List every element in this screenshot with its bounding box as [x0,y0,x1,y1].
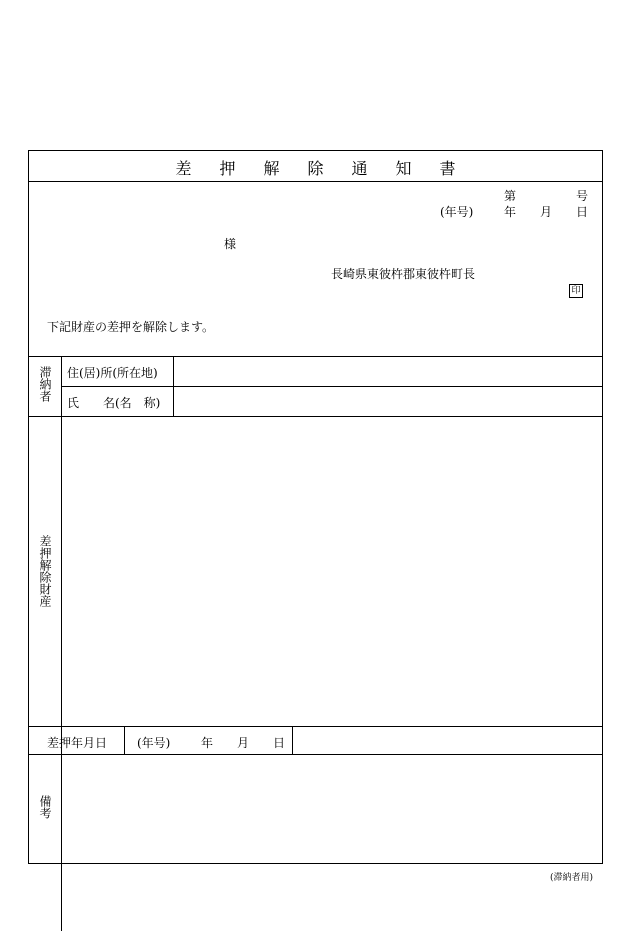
issue-year: 年 [504,205,517,219]
notice-form [28,150,603,864]
remarks-content[interactable] [69,762,594,857]
delinquent-row-divider [61,386,603,387]
seizure-year: 年 [201,736,214,750]
seizure-day: 日 [273,736,286,750]
footer-note: (滞納者用) [550,873,594,883]
seizure-date-label: 差押年月日 [47,736,108,750]
seal-icon: 印 [569,284,583,298]
seizure-era: (年号) [137,736,171,750]
name-label: 氏 名(名 称) [67,396,161,410]
statement-text: 下記財産の差押を解除します。 [47,320,215,334]
issue-day: 日 [576,205,589,219]
remarks-label: 備考 [38,795,52,819]
property-content[interactable] [69,424,594,724]
remarks-divider [61,754,62,864]
title-divider [29,181,602,182]
number-suffix: 号 [576,189,589,203]
issue-era: (年号) [440,205,474,219]
issuer-name: 長崎県東彼杵郡東彼杵町長 [331,267,476,281]
property-section-bottom [29,726,602,727]
seizure-month: 月 [237,736,250,750]
seizure-date-divider-1 [124,726,125,754]
addressee-suffix: 様 [224,237,237,251]
header-divider [29,356,602,357]
address-label: 住(居)所(所在地) [67,366,158,380]
issue-month: 月 [540,205,553,219]
delinquent-section-label: 滞納者 [38,366,52,402]
number-prefix: 第 [504,189,517,203]
property-section-label: 差押解除財産 [38,535,52,607]
seizure-date-divider-2 [292,726,293,754]
document-title: 差押解除通知書 [175,159,484,178]
seizure-date-bottom [29,754,602,755]
delinquent-section-bottom [29,416,602,417]
